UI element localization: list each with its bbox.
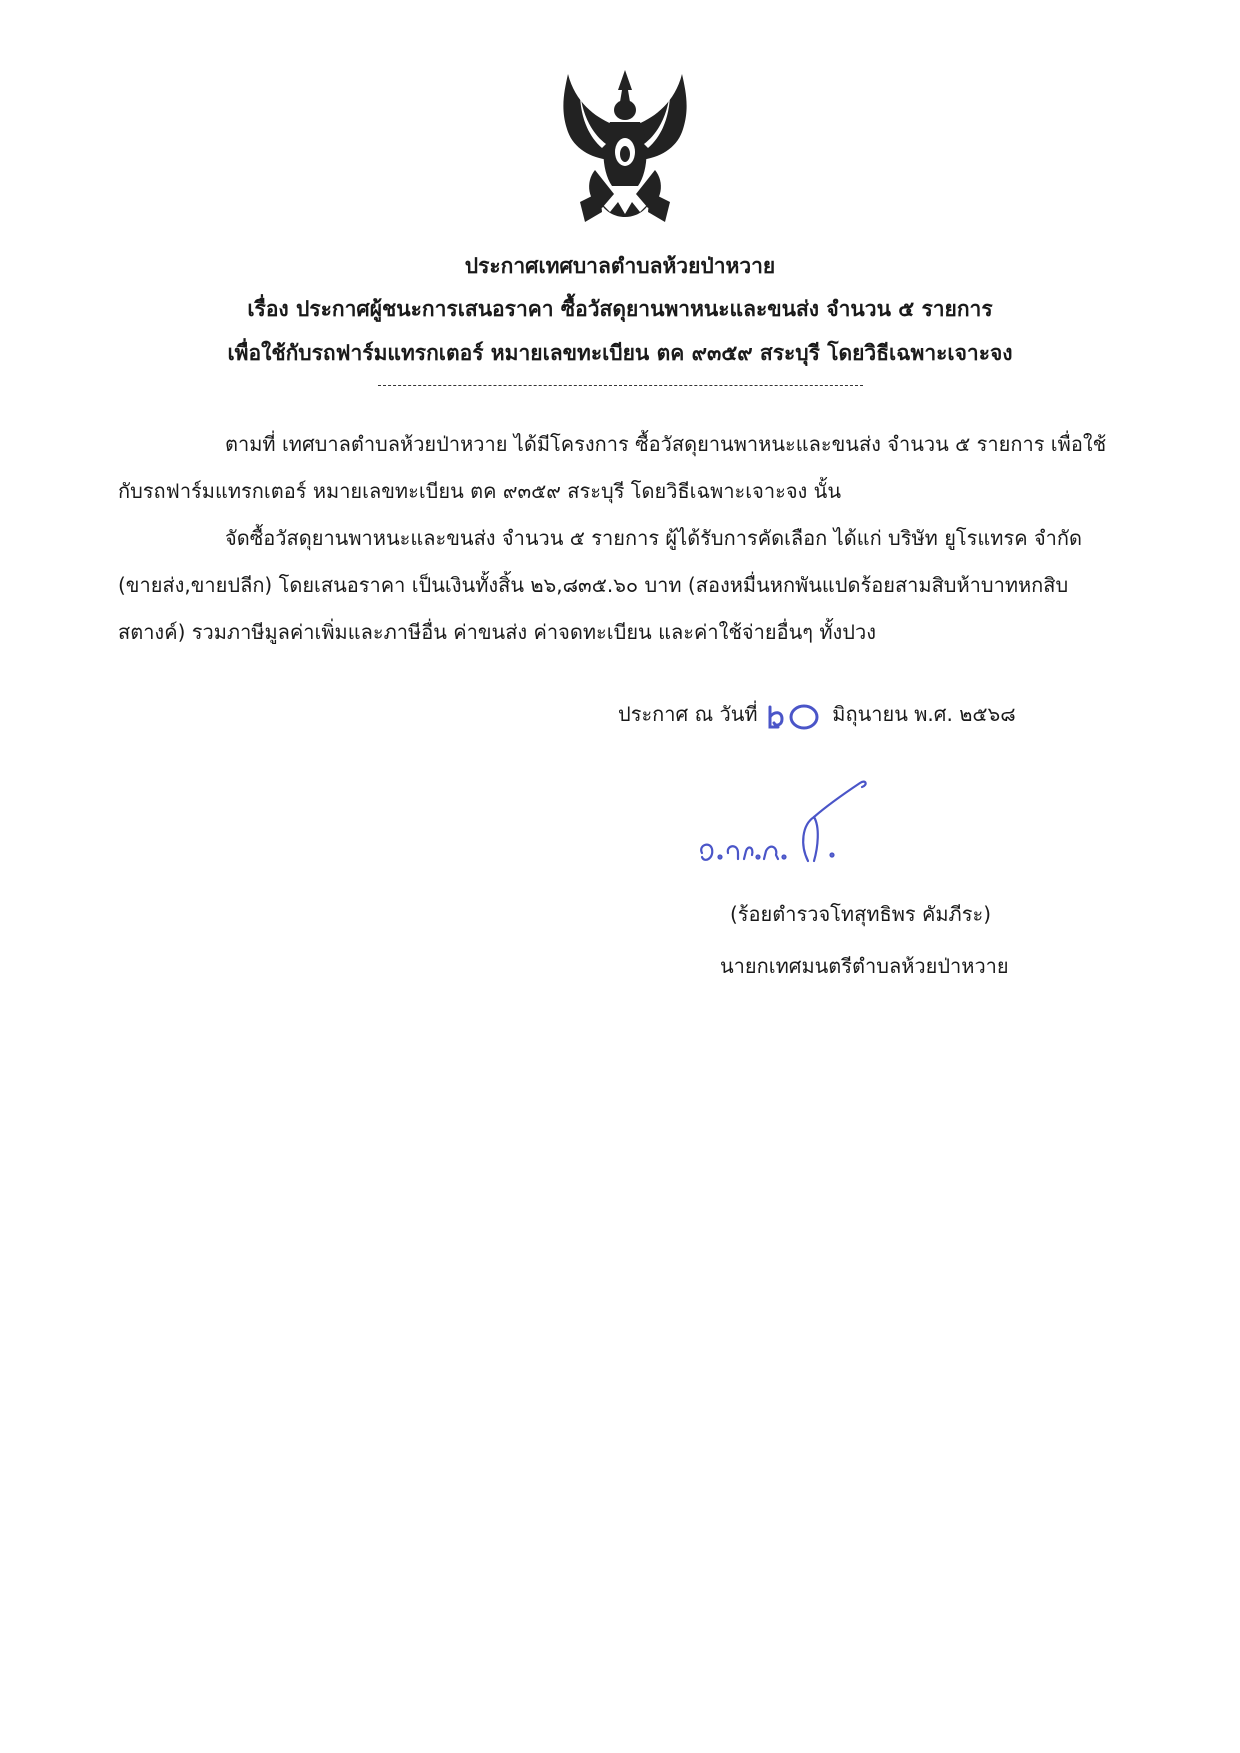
- signature: [690, 775, 890, 875]
- body-line: (ขายส่ง,ขายปลีก) โดยเสนอราคา เป็นเงินทั้งสิ้น ๒๖,๘๓๕.๖๐ บาท (สองหมื่นหกพันแปดร้อยสามสิบห้าบาทหกสิบ: [118, 573, 1069, 597]
- garuda-emblem: [540, 62, 710, 242]
- date-suffix: มิถุนายน พ.ศ. ๒๕๖๘: [832, 702, 1016, 726]
- announcement-date: [618, 698, 1016, 733]
- body-line: สตางค์) รวมภาษีมูลค่าเพิ่มและภาษีอื่น ค่าขนส่ง ค่าจดทะเบียน และค่าใช้จ่ายอื่นๆ ทั้งปวง: [118, 620, 876, 644]
- body-line: กับรถฟาร์มแทรกเตอร์ หมายเลขทะเบียน ตค ๙๓๕๙ สระบุรี โดยวิธีเฉพาะเจาะจง นั้น: [118, 479, 842, 503]
- subject-line-2: เพื่อใช้กับรถฟาร์มแทรกเตอร์ หมายเลขทะเบียน ตค ๙๓๕๙ สระบุรี โดยวิธีเฉพาะเจาะจง: [227, 341, 1013, 365]
- divider: [378, 385, 863, 386]
- subject-line-1: เรื่อง ประกาศผู้ชนะการเสนอราคา ซื้อวัสดุยานพาหนะและขนส่ง จำนวน ๕ รายการ: [247, 297, 993, 321]
- body-line: จัดซื้อวัสดุยานพาหนะและขนส่ง จำนวน ๕ รายการ ผู้ได้รับการคัดเลือก ได้แก่ บริษัท ยูโรแทรค จำกัด: [225, 526, 1083, 550]
- handwritten-day: [764, 699, 826, 733]
- body-line: ตามที่ เทศบาลตำบลห้วยป่าหวาย ได้มีโครงการ ซื้อวัสดุยานพาหนะและขนส่ง จำนวน ๕ รายการ เพื่อใช้: [225, 432, 1107, 456]
- org-title: ประกาศเทศบาลตำบลห้วยป่าหวาย: [464, 254, 776, 278]
- signatory-name: (ร้อยตำรวจโทสุทธิพร คัมภีระ): [730, 902, 992, 926]
- signatory-position: นายกเทศมนตรีตำบลห้วยป่าหวาย: [720, 954, 1009, 978]
- date-prefix: ประกาศ ณ วันที่: [618, 702, 758, 726]
